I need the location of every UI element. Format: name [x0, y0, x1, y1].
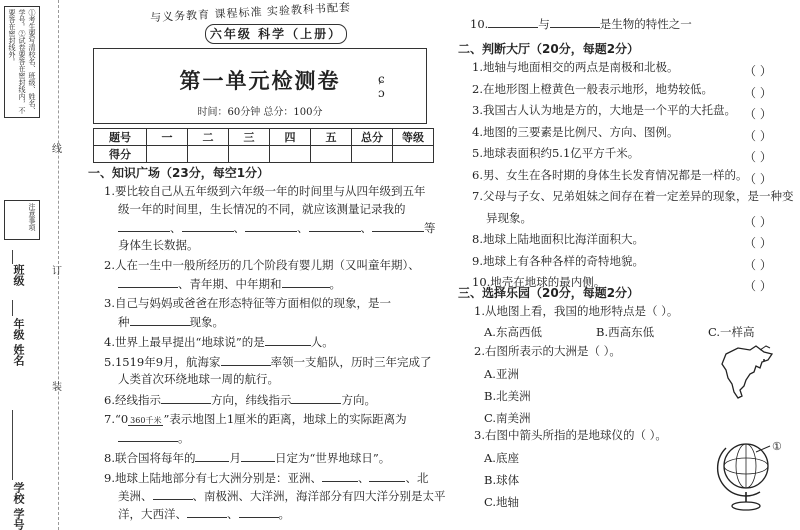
page-title: 第一单元检测卷 [179, 69, 341, 93]
choice-q1: 1.从地图上看，我国的地形特点是（ ）。 [474, 304, 679, 318]
globe-marker: ① [772, 440, 782, 453]
score-header-cell: 五 [311, 129, 352, 146]
q6 [104, 390, 376, 409]
answer-blank[interactable] [245, 218, 297, 232]
choice-q1-option-a[interactable]: A.东高西低 [484, 325, 542, 339]
answer-parentheses[interactable]: （ ） [744, 85, 772, 100]
score-cell[interactable] [393, 146, 434, 163]
q6-text: 6.经线指示 [104, 393, 161, 407]
scale-bar: 360千米 [130, 416, 162, 425]
score-header-cell: 题号 [94, 129, 147, 146]
score-header-cell: 四 [270, 129, 311, 146]
q2-line2 [118, 274, 341, 293]
q9-line2-text: 美洲、 [118, 489, 153, 503]
judge-item: 1.地轴与地面相交的两点是南极和北极。 [472, 60, 679, 74]
score-header-cell: 一 [147, 129, 188, 146]
cut-word-zhuang: 装 [52, 382, 62, 393]
q4 [104, 332, 334, 351]
q8-text: 8.联合国将每年的 [104, 451, 196, 465]
school-label: 学校 [12, 482, 25, 504]
q9-line3-text: 。 [278, 507, 290, 521]
answer-blank[interactable] [291, 390, 341, 404]
q9-line3-text: 、 [227, 507, 239, 521]
answer-blank[interactable] [265, 332, 311, 346]
grade-subject: 六年级 科学（上册） [205, 24, 347, 44]
score-header-cell: 三 [229, 129, 270, 146]
q10-text-2: 与 [538, 17, 550, 31]
q10-text-3: 是生物的特性之一 [599, 17, 692, 31]
answer-parentheses[interactable]: （ ） [744, 150, 772, 164]
judge-item: 10.地壳在地球的最内侧。 [472, 275, 606, 289]
score-cell[interactable] [229, 146, 270, 163]
answer-parentheses[interactable]: （ ） [744, 279, 772, 293]
grade-label: 年级 [12, 318, 25, 340]
score-cell[interactable] [147, 146, 188, 163]
q2-text-end: 。 [329, 277, 341, 291]
judge-item: 异现象。 [486, 210, 532, 225]
q7-text-2: ”表示地图上1厘米的距离，地球上的实际距离为 [163, 412, 407, 426]
judge-item: 7.父母与子女、兄弟姐妹之间存在着一定差异的现象，是一种变 [472, 189, 794, 203]
judge-item: 8.地球上陆地面积比海洋面积大。 [472, 232, 644, 246]
answer-blank[interactable] [118, 274, 178, 288]
answer-blank[interactable] [550, 14, 600, 28]
choice-q3-option-b[interactable]: B.球体 [484, 473, 520, 487]
decoration-icon: ɕ ɔ [378, 72, 385, 100]
answer-blank[interactable] [182, 218, 234, 232]
cut-word-xian: 线 [52, 144, 62, 155]
section-3-heading: 三、选择乐园（20分，每题2分） [458, 286, 640, 300]
q3-text-end: 现象。 [189, 315, 224, 329]
q5-text-2: 率领一支船队，历时三年完成了 [270, 355, 432, 369]
answer-parentheses[interactable]: （ ） [744, 128, 772, 143]
choice-q2: 2.右图所表示的大洲是（ ）。 [474, 344, 621, 358]
score-cell[interactable] [270, 146, 311, 163]
q3-line2 [118, 312, 224, 331]
choice-q1-option-b[interactable]: B.西高东低 [596, 325, 655, 339]
answer-blank[interactable] [118, 428, 178, 442]
answer-blank[interactable] [221, 352, 271, 366]
q5-line2: 人类首次环绕地球一周的航行。 [118, 372, 279, 386]
q7-text: 7.“0 [104, 412, 129, 426]
q5-line1 [104, 352, 432, 371]
choice-q3-option-c[interactable]: C.地轴 [484, 495, 520, 509]
north-america-map-icon [716, 344, 780, 402]
q9-line3-text: 洋，大西洋、 [118, 507, 187, 521]
judge-item: 3.我国古人认为地是方的，大地是一个平的大托盘。 [472, 103, 736, 117]
answer-blank[interactable] [153, 486, 193, 500]
section-2-heading: 二、判断大厅（20分，每题2分） [458, 42, 640, 56]
judge-item: 9.地球上有各种各样的奇特地貌。 [472, 253, 644, 268]
answer-blank[interactable] [322, 468, 358, 482]
title-box [93, 48, 427, 124]
series-line: 与义务教育 课程标准 实验教科书配套 [149, 0, 352, 25]
q3-line1: 3.自己与妈妈或爸爸在形态特征等方面相似的现象，是一 [104, 296, 391, 310]
score-header-cell: 等级 [393, 129, 434, 146]
exam-meta: 时间：60分钟 总分：100分 [197, 107, 323, 118]
q8-text: 日定为“世界地球日”。 [274, 451, 391, 465]
q5-text: 5.1519年9月，航海家 [104, 355, 221, 369]
choice-q2-option-a[interactable]: A.亚洲 [484, 367, 519, 381]
id-label: 学号 [12, 508, 25, 530]
judge-item: 4.地图的三要素是比例尺、方向、图例。 [472, 124, 679, 139]
score-value-row [94, 146, 434, 163]
class-label: 班级 [12, 264, 25, 286]
answer-blank[interactable] [372, 218, 424, 232]
score-table [93, 128, 434, 163]
q1-line1: 1.要比较自己从五年级到六年级一年的时间里与从四年级到五年 [104, 184, 426, 198]
q2-text: 、青年期、中年期和 [178, 277, 282, 291]
q3-text: 种 [118, 315, 130, 329]
q10 [470, 14, 692, 33]
q10-text: 10. [470, 17, 489, 31]
q1-end: 等 [424, 221, 436, 235]
q8-text: 月 [229, 451, 241, 465]
score-cell[interactable] [188, 146, 229, 163]
q9-line2-text: 、南极洲、大洋洲，海洋部分有四大洋分别是太平 [192, 489, 446, 503]
q9-line2 [118, 486, 446, 505]
score-cell[interactable] [311, 146, 352, 163]
q9-line1-text: 、北 [405, 471, 429, 485]
q7-line2 [118, 428, 190, 447]
answer-parentheses[interactable]: （ ） [744, 107, 772, 121]
q7-text-end: 。 [178, 431, 190, 445]
answer-parentheses[interactable]: （ ） [744, 171, 772, 186]
answer-parentheses[interactable]: （ ） [744, 236, 772, 250]
choice-q2-option-b[interactable]: B.北美洲 [484, 389, 531, 403]
name-label: 姓名 [12, 344, 25, 366]
score-row-label: 得分 [94, 146, 147, 163]
answer-blank[interactable] [241, 448, 275, 462]
judge-item: 2.在地形图上橙黄色一般表示地形，地势较低。 [472, 81, 713, 96]
q8 [104, 448, 390, 467]
answer-parentheses[interactable]: （ ） [744, 214, 772, 229]
answer-blank[interactable] [282, 274, 330, 288]
answer-blank[interactable] [488, 14, 538, 28]
q9-line1 [104, 468, 428, 487]
q9-line1-text: 9.地球上陆地部分有七大洲分别是：亚洲、 [104, 471, 322, 485]
choice-q3: 3.右图中箭头所指的是地球仪的（ ）。 [474, 428, 667, 442]
answer-parentheses[interactable]: （ ） [744, 64, 772, 78]
answer-blank[interactable] [369, 468, 405, 482]
answer-blank[interactable] [195, 448, 229, 462]
score-header-cell: 二 [188, 129, 229, 146]
q9-line1-text: 、 [357, 471, 370, 485]
score-header-cell: 总分 [352, 129, 393, 146]
choice-q2-option-c[interactable]: C.南美洲 [484, 411, 531, 425]
judge-item: 5.地球表面积约5.1亿平方千米。 [472, 146, 640, 160]
q4-text-end: 人。 [310, 335, 334, 349]
answer-blank[interactable] [239, 504, 279, 518]
q9-line3 [118, 504, 290, 523]
answer-blank[interactable] [187, 504, 227, 518]
binding-mini-label: 注意事项 [4, 200, 40, 240]
cut-word-ding: 订 [52, 266, 62, 277]
judge-item: 6.男、女生在各时期的身体生长发育情况都是一样的。 [472, 167, 748, 182]
q1-line4: 身体生长数据。 [118, 238, 199, 252]
answer-parentheses[interactable]: （ ） [744, 257, 772, 272]
answer-blank[interactable] [118, 218, 170, 232]
score-header-row [94, 129, 434, 146]
q7-line1 [104, 410, 407, 430]
section-1-heading: 一、知识广场（23分，每空1分） [88, 166, 270, 180]
answer-blank[interactable] [309, 218, 361, 232]
choice-q1-option-c[interactable]: C.一样高 [708, 325, 755, 339]
binding-notice: ①考生要写清校名、班级、姓名、学号。②试卷要答在密封线内，不要答在密封线外。 [4, 6, 40, 118]
answer-blank[interactable] [161, 390, 211, 404]
q6-text-3: 方向。 [341, 393, 376, 407]
q4-text: 4.世界上最早提出“地球说”的是 [104, 335, 265, 349]
score-cell[interactable] [352, 146, 393, 163]
choice-q3-option-a[interactable]: A.底座 [484, 451, 519, 465]
binding-strip [0, 0, 46, 530]
q2-line1: 2.人在一生中一般所经历的几个阶段有婴儿期（又叫童年期）、 [104, 258, 420, 272]
answer-blank[interactable] [130, 312, 190, 326]
q1-line2: 级一年的时间里，生长情况的不同，就应该测量记录我的 [118, 202, 406, 216]
q6-text-2: 方向，纬线指示 [210, 393, 292, 407]
q1-line3: 、 、 、 、 等 [118, 218, 436, 237]
